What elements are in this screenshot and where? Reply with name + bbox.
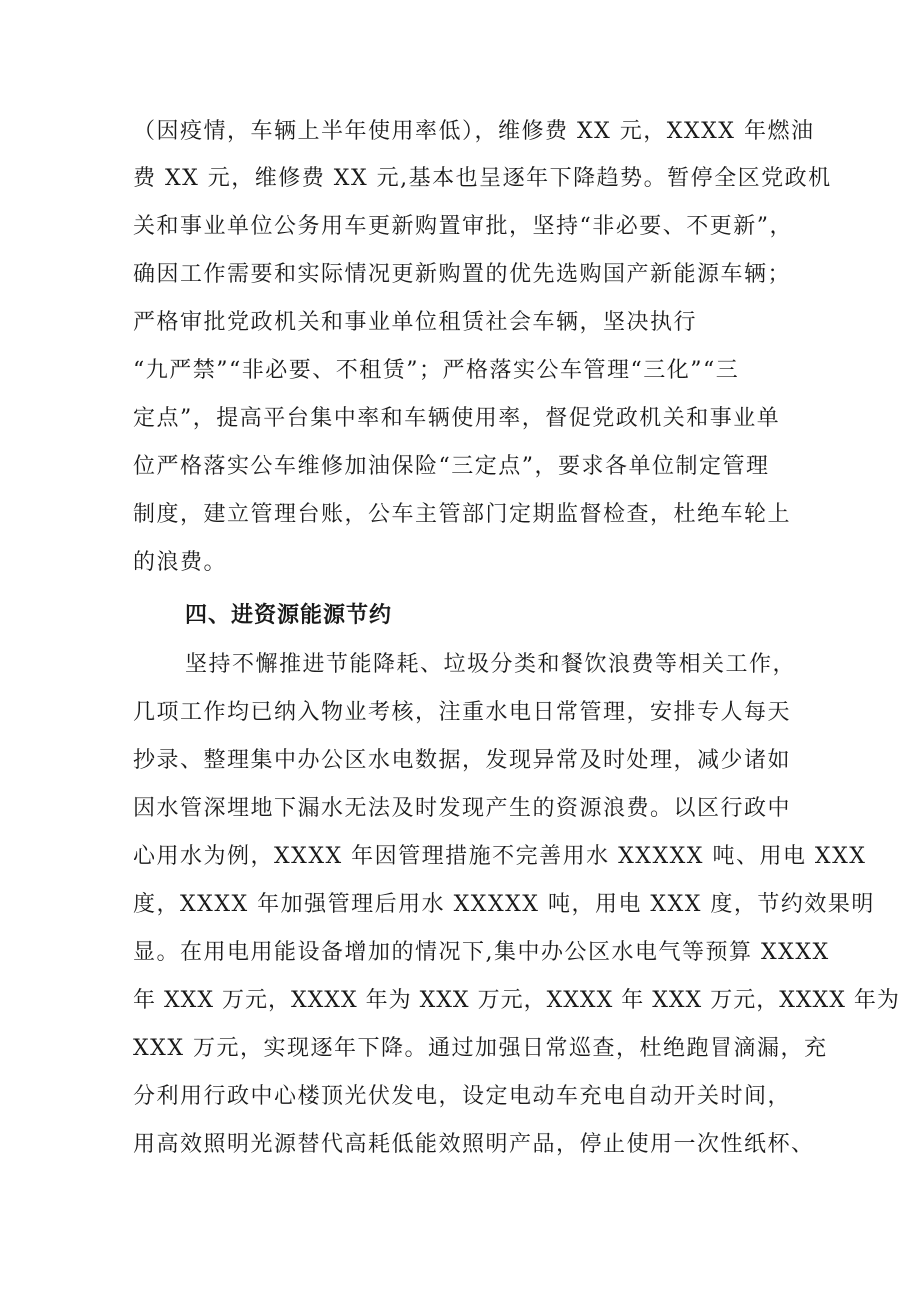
paragraph-line: 抄录、整理集中办公区水电数据，发现异常及时处理，减少诸如	[133, 748, 792, 773]
paragraph-line: 坚持不懈推进节能降耗、垃圾分类和餐饮浪费等相关工作，	[185, 652, 797, 677]
paragraph-line: “九严禁”“非必要、不租赁”；严格落实公车管理“三化”“三	[133, 358, 740, 383]
paragraph-line: 因水管深埋地下漏水无法及时发现产生的资源浪费。以区行政中	[133, 796, 792, 821]
paragraph-line: 年 XXX 万元，XXXX 年为 XXX 万元，XXXX 年 XXX 万元，XXXX 年为	[133, 988, 900, 1013]
paragraph-line: （因疫情，车辆上半年使用率低），维修费 XX 元，XXXX 年燃油	[133, 119, 815, 144]
paragraph-line: 几项工作均已纳入物业考核，注重水电日常管理，安排专人每天	[133, 700, 792, 725]
paragraph-line: 制度，建立管理台账，公车主管部门定期监督检查，杜绝车轮上	[133, 502, 792, 527]
paragraph-line: 费 XX 元，维修费 XX 元,基本也呈逐年下降趋势。暂停全区党政机	[133, 166, 832, 191]
paragraph-line: 显。在用电用能设备增加的情况下,集中办公区水电气等预算 XXXX	[133, 940, 830, 965]
paragraph-line: 位严格落实公车维修加油保险“三定点”，要求各单位制定管理	[133, 454, 770, 479]
paragraph-line: 分利用行政中心楼顶光伏发电，设定电动车充电自动开关时间，	[133, 1084, 792, 1109]
paragraph-line: 定点”，提高平台集中率和车辆使用率，督促党政机关和事业单	[133, 406, 781, 431]
section-heading: 四、进资源能源节约	[185, 603, 393, 628]
paragraph-line: XXX 万元，实现逐年下降。通过加强日常巡查，杜绝跑冒滴漏，充	[133, 1036, 828, 1061]
paragraph-line: 严格审批党政机关和事业单位租赁社会车辆，坚决执行	[133, 310, 698, 335]
paragraph-line: 确因工作需要和实际情况更新购置的优先选购国产新能源车辆；	[133, 262, 792, 287]
paragraph-line: 心用水为例，XXXX 年因管理措施不完善用水 XXXXX 吨、用电 XXX	[133, 844, 867, 869]
paragraph-line: 的浪费。	[133, 550, 228, 575]
paragraph-line: 度，XXXX 年加强管理后用水 XXXXX 吨，用电 XXX 度，节约效果明	[133, 892, 875, 917]
paragraph-line: 用高效照明光源替代高耗低能效照明产品，停止使用一次性纸杯、	[133, 1132, 815, 1157]
paragraph-line: 关和事业单位公务用车更新购置审批，坚持“非必要、不更新”，	[133, 214, 793, 239]
